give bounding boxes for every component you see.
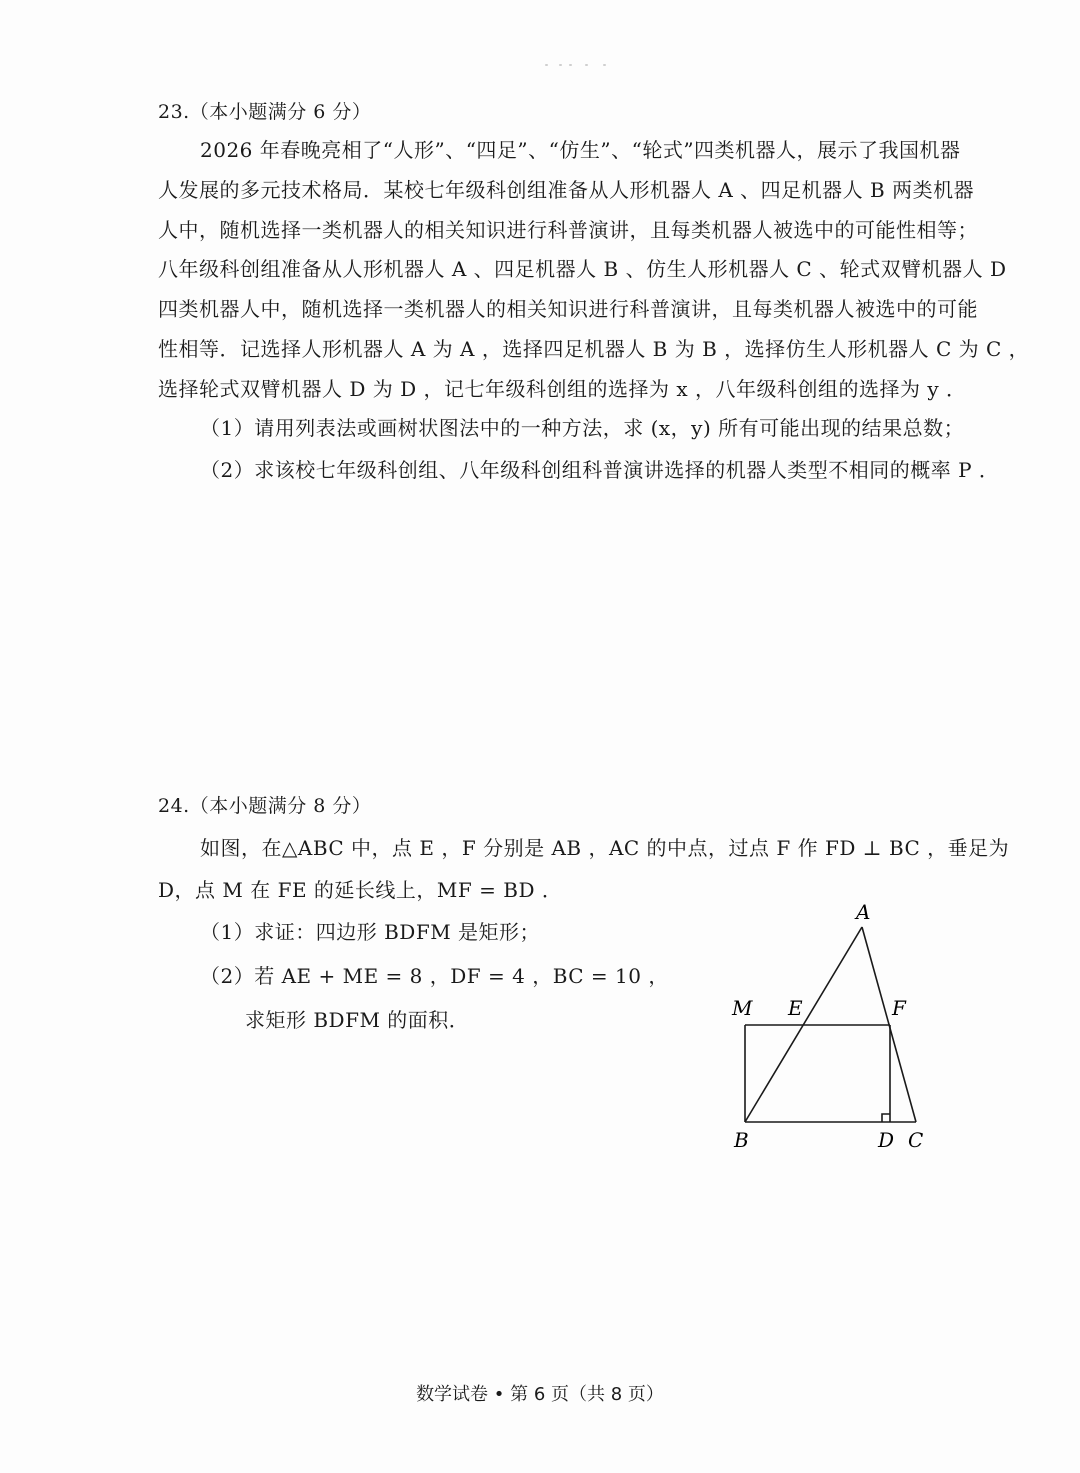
right-angle-mark bbox=[882, 1114, 890, 1122]
q24-part-2a: （2）若 AE + ME = 8 ，DF = 4 ，BC = 10 ， bbox=[200, 964, 669, 988]
q24-line-1: 如图，在△ABC 中，点 E ，F 分别是 AB ，AC 的中点，过点 F 作 FD ⊥ BC ，垂足为 bbox=[200, 836, 1010, 860]
q23-line-6: 性相等．记选择人形机器人 A 为 A ，选择四足机器人 B 为 B ，选择仿生人形机器人 C 为 C ， bbox=[158, 337, 1030, 361]
q23-line-3: 人中，随机选择一类机器人的相关知识进行科普演讲，且每类机器人被选中的可能性相等； bbox=[158, 218, 978, 242]
q24-part-2b: 求矩形 BDFM 的面积． bbox=[245, 1008, 470, 1032]
q24-header: 24.（本小题满分 8 分） bbox=[158, 795, 372, 817]
q23-line-2: 人发展的多元技术格局．某校七年级科创组准备从人形机器人 A 、四足机器人 B 两类机器 bbox=[158, 178, 975, 202]
label-C: C bbox=[908, 1128, 924, 1152]
label-D: D bbox=[878, 1128, 895, 1152]
q23-header: 23.（本小题满分 6 分） bbox=[158, 101, 372, 123]
q23-part-2: （2）求该校七年级科创组、八年级科创组科普演讲选择的机器人类型不相同的概率 P ． bbox=[200, 458, 1000, 482]
label-B: B bbox=[734, 1128, 749, 1152]
q24-part-1: （1）求证：四边形 BDFM 是矩形； bbox=[200, 920, 541, 944]
label-A: A bbox=[856, 900, 871, 924]
geometry-figure bbox=[720, 895, 950, 1165]
page-footer: 数学试卷 • 第 6 页（共 8 页） bbox=[416, 1384, 664, 1405]
q23-part-1: （1）请用列表法或画树状图法中的一种方法，求 (x，y) 所有可能出现的结果总数； bbox=[200, 416, 965, 440]
label-M: M bbox=[732, 996, 753, 1020]
q24-line-2: D，点 M 在 FE 的延长线上，MF = BD ． bbox=[158, 878, 563, 902]
scan-specks bbox=[545, 62, 615, 68]
label-F: F bbox=[892, 996, 906, 1020]
label-E: E bbox=[788, 996, 803, 1020]
q23-line-7: 选择轮式双臂机器人 D 为 D ，记七年级科创组的选择为 x ，八年级科创组的选择为 y ． bbox=[158, 377, 967, 401]
q23-line-4: 八年级科创组准备从人形机器人 A 、四足机器人 B 、仿生人形机器人 C 、轮式双臂机器人 D bbox=[158, 257, 1007, 281]
q23-line-5: 四类机器人中，随机选择一类机器人的相关知识进行科普演讲，且每类机器人被选中的可能 bbox=[158, 297, 978, 321]
q23-line-1: 2026 年春晚亮相了“人形”、“四足”、“仿生”、“轮式”四类机器人，展示了我国机器 bbox=[200, 138, 961, 162]
